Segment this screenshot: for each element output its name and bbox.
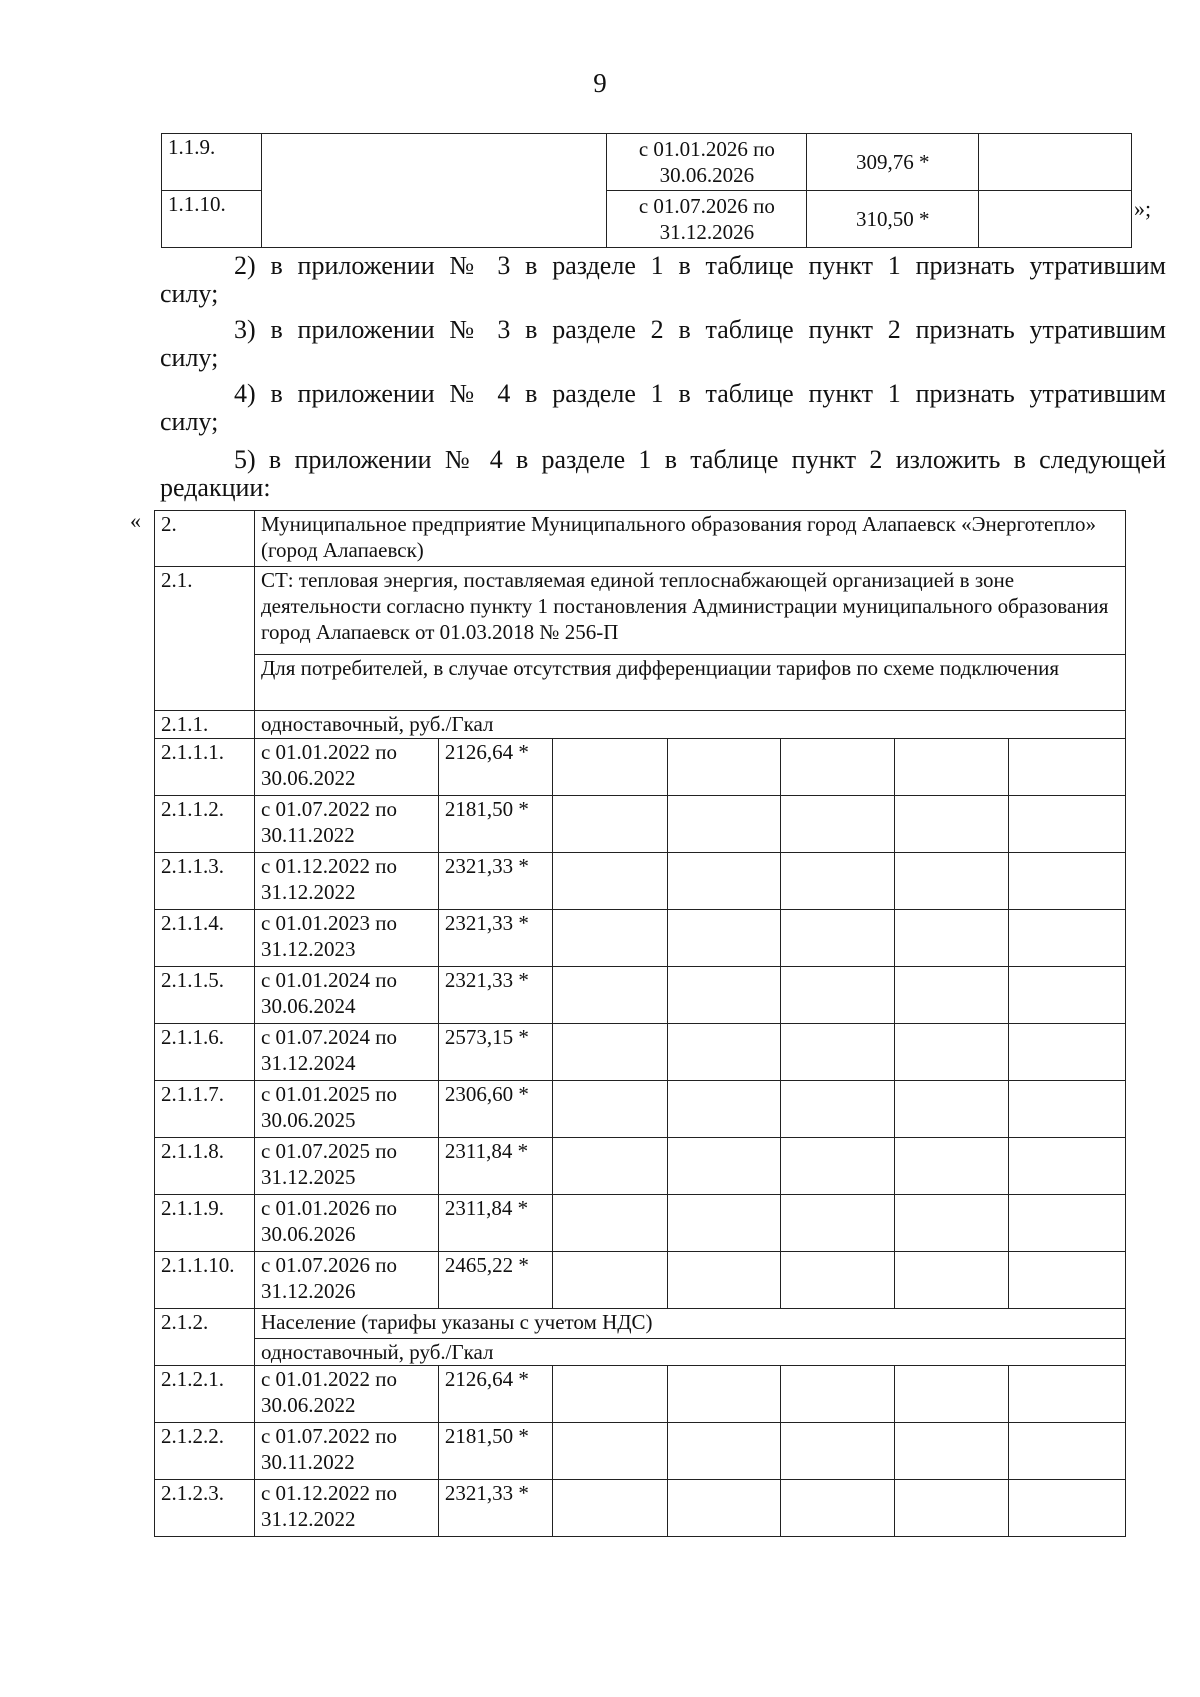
empty-cell xyxy=(552,1366,667,1423)
paragraph-tail: силу; xyxy=(160,343,219,372)
table-row xyxy=(155,1252,1126,1309)
row-number: 2. xyxy=(155,511,255,567)
empty-cell xyxy=(667,796,781,853)
empty-cell xyxy=(552,1081,667,1138)
period-cell: с 01.01.2023 по 31.12.2023 xyxy=(254,910,438,967)
paragraph-2 xyxy=(160,252,1166,308)
period-cell: с 01.07.2026 по 31.12.2026 xyxy=(607,191,807,248)
table-row xyxy=(155,910,1126,967)
empty-cell xyxy=(895,796,1009,853)
empty-cell xyxy=(1009,1024,1126,1081)
consumers-description: Для потребителей, в случае отсутствия дифференциации тарифов по схеме подключения xyxy=(254,655,1125,711)
row-number: 1.1.9. xyxy=(162,134,262,191)
empty-cell xyxy=(781,1252,895,1309)
row-number: 2.1.2.1. xyxy=(155,1366,255,1423)
row-number: 2.1.1.4. xyxy=(155,910,255,967)
value-cell: 2321,33 * xyxy=(438,1480,552,1537)
empty-cell xyxy=(552,967,667,1024)
period-cell: с 01.07.2024 по 31.12.2024 xyxy=(254,1024,438,1081)
empty-cell xyxy=(895,1138,1009,1195)
empty-cell xyxy=(895,1480,1009,1537)
row-number: 2.1.1.5. xyxy=(155,967,255,1024)
paragraph-tail: силу; xyxy=(160,407,219,436)
empty-cell xyxy=(667,1480,781,1537)
table-row xyxy=(155,1195,1126,1252)
paragraph-line: 4) в приложении № 4 в разделе 1 в таблице пункт 1 признать утратившим xyxy=(234,379,1166,408)
row-number: 2.1.1.8. xyxy=(155,1138,255,1195)
empty-cell xyxy=(895,1195,1009,1252)
empty-cell xyxy=(552,1195,667,1252)
closing-quote: »; xyxy=(1134,196,1152,221)
empty-cell xyxy=(667,853,781,910)
empty-cell xyxy=(781,1138,895,1195)
table-row xyxy=(155,711,1126,739)
empty-cell xyxy=(1009,853,1126,910)
tariff-type: одноставочный, руб./Гкал xyxy=(254,1339,1125,1366)
empty-cell xyxy=(552,1480,667,1537)
table-row xyxy=(155,796,1126,853)
table-row xyxy=(155,1024,1126,1081)
row-number: 2.1.1.6. xyxy=(155,1024,255,1081)
row-number: 2.1.1.7. xyxy=(155,1081,255,1138)
row-number: 2.1.2.3. xyxy=(155,1480,255,1537)
period-cell: с 01.12.2022 по 31.12.2022 xyxy=(254,1480,438,1537)
organization-name: Муниципальное предприятие Муниципального образования город Алапаевск «Энерготепло» (город Алапаевск) xyxy=(254,511,1125,567)
empty-cell xyxy=(667,1252,781,1309)
empty-cell xyxy=(552,853,667,910)
paragraph-4 xyxy=(160,380,1166,436)
row-number: 2.1.1.2. xyxy=(155,796,255,853)
empty-cell xyxy=(667,1366,781,1423)
empty-cell xyxy=(1009,1195,1126,1252)
empty-cell xyxy=(895,739,1009,796)
value-cell: 2126,64 * xyxy=(438,739,552,796)
period-cell: с 01.01.2024 по 30.06.2024 xyxy=(254,967,438,1024)
population-note: Население (тарифы указаны с учетом НДС) xyxy=(254,1309,1125,1339)
value-cell: 2321,33 * xyxy=(438,853,552,910)
value-cell: 2321,33 * xyxy=(438,910,552,967)
table-row xyxy=(155,1423,1126,1480)
table-row xyxy=(155,1081,1126,1138)
empty-cell xyxy=(781,1081,895,1138)
section-description: СТ: тепловая энергия, поставляемая единой теплоснабжающей организацией в зоне деятельности согласно пункту 1 постановления Администрации муниципального образования город Алапаевск от 01.03.2018 № 256-П xyxy=(254,567,1125,655)
value-cell: 2126,64 * xyxy=(438,1366,552,1423)
empty-cell xyxy=(552,1423,667,1480)
row-number: 2.1.1.1. xyxy=(155,739,255,796)
empty-cell xyxy=(895,1024,1009,1081)
value-cell: 2306,60 * xyxy=(438,1081,552,1138)
row-number: 2.1.1.3. xyxy=(155,853,255,910)
paragraph-3 xyxy=(160,316,1166,372)
table-row xyxy=(155,1366,1126,1423)
empty-cell xyxy=(1009,967,1126,1024)
period-cell: с 01.01.2026 по 30.06.2026 xyxy=(254,1195,438,1252)
table-row xyxy=(155,1480,1126,1537)
table-row xyxy=(155,853,1126,910)
row-number: 2.1.1. xyxy=(155,711,255,739)
empty-cell xyxy=(1009,796,1126,853)
row-number: 2.1.2.2. xyxy=(155,1423,255,1480)
empty-cell xyxy=(552,910,667,967)
period-cell: с 01.07.2022 по 30.11.2022 xyxy=(254,796,438,853)
empty-cell xyxy=(1009,1366,1126,1423)
empty-cell xyxy=(1009,739,1126,796)
empty-cell xyxy=(1009,1480,1126,1537)
empty-cell xyxy=(781,739,895,796)
row-number: 1.1.10. xyxy=(162,191,262,248)
table-row xyxy=(155,511,1126,567)
empty-cell xyxy=(1009,1081,1126,1138)
period-cell: с 01.07.2022 по 30.11.2022 xyxy=(254,1423,438,1480)
value-cell: 2181,50 * xyxy=(438,1423,552,1480)
period-cell: с 01.01.2022 по 30.06.2022 xyxy=(254,1366,438,1423)
empty-cell xyxy=(781,1366,895,1423)
top-table xyxy=(161,133,1132,248)
empty-cell xyxy=(781,1480,895,1537)
paragraph-tail: силу; xyxy=(160,279,219,308)
empty-cell xyxy=(781,967,895,1024)
empty-cell xyxy=(667,739,781,796)
empty-cell xyxy=(667,1423,781,1480)
paragraph-line: 3) в приложении № 3 в разделе 2 в таблице пункт 2 признать утратившим xyxy=(234,315,1166,344)
table-row xyxy=(155,655,1126,711)
empty-cell xyxy=(895,1252,1009,1309)
empty-cell xyxy=(552,796,667,853)
empty-cell xyxy=(895,1081,1009,1138)
empty-cell xyxy=(552,1024,667,1081)
table-row xyxy=(155,967,1126,1024)
empty-cell xyxy=(895,1366,1009,1423)
empty-cell xyxy=(979,134,1132,191)
empty-cell xyxy=(781,1024,895,1081)
row-number: 2.1. xyxy=(155,567,255,711)
table-row xyxy=(155,1339,1126,1366)
paragraph-line: 2) в приложении № 3 в разделе 1 в таблице пункт 1 признать утратившим xyxy=(234,251,1166,280)
row-number: 2.1.1.10. xyxy=(155,1252,255,1309)
value-cell: 2573,15 * xyxy=(438,1024,552,1081)
table-row xyxy=(155,1309,1126,1339)
paragraph-5 xyxy=(160,446,1166,502)
empty-cell xyxy=(979,191,1132,248)
empty-cell xyxy=(1009,1138,1126,1195)
empty-cell xyxy=(667,1195,781,1252)
page-number: 9 xyxy=(593,68,607,98)
empty-cell xyxy=(895,967,1009,1024)
table-row xyxy=(155,739,1126,796)
empty-cell xyxy=(1009,910,1126,967)
period-cell: с 01.01.2022 по 30.06.2022 xyxy=(254,739,438,796)
empty-cell xyxy=(781,910,895,967)
empty-cell xyxy=(667,1138,781,1195)
empty-cell xyxy=(667,967,781,1024)
empty-cell xyxy=(261,134,607,248)
value-cell: 2465,22 * xyxy=(438,1252,552,1309)
empty-cell xyxy=(552,1138,667,1195)
empty-cell xyxy=(895,1423,1009,1480)
main-table xyxy=(154,510,1126,1537)
empty-cell xyxy=(781,1195,895,1252)
empty-cell xyxy=(667,1081,781,1138)
empty-cell xyxy=(781,853,895,910)
table-row xyxy=(155,1138,1126,1195)
empty-cell xyxy=(552,739,667,796)
empty-cell xyxy=(781,796,895,853)
opening-quote: « xyxy=(130,508,141,533)
value-cell: 2311,84 * xyxy=(438,1138,552,1195)
value-cell: 309,76 * xyxy=(807,134,979,191)
empty-cell xyxy=(667,910,781,967)
value-cell: 310,50 * xyxy=(807,191,979,248)
table-row xyxy=(155,567,1126,655)
period-cell: с 01.07.2026 по 31.12.2026 xyxy=(254,1252,438,1309)
value-cell: 2321,33 * xyxy=(438,967,552,1024)
period-cell: с 01.01.2025 по 30.06.2025 xyxy=(254,1081,438,1138)
period-cell: с 01.07.2025 по 31.12.2025 xyxy=(254,1138,438,1195)
paragraph-tail: редакции: xyxy=(160,473,271,502)
value-cell: 2181,50 * xyxy=(438,796,552,853)
empty-cell xyxy=(781,1423,895,1480)
empty-cell xyxy=(1009,1423,1126,1480)
paragraph-line: 5) в приложении № 4 в разделе 1 в таблице пункт 2 изложить в следующей xyxy=(234,445,1166,474)
row-number: 2.1.1.9. xyxy=(155,1195,255,1252)
empty-cell xyxy=(895,853,1009,910)
empty-cell xyxy=(667,1024,781,1081)
tariff-type: одноставочный, руб./Гкал xyxy=(254,711,1125,739)
empty-cell xyxy=(895,910,1009,967)
value-cell: 2311,84 * xyxy=(438,1195,552,1252)
row-number: 2.1.2. xyxy=(155,1309,255,1366)
table-row xyxy=(162,134,1132,191)
period-cell: с 01.01.2026 по 30.06.2026 xyxy=(607,134,807,191)
period-cell: с 01.12.2022 по 31.12.2022 xyxy=(254,853,438,910)
empty-cell xyxy=(552,1252,667,1309)
empty-cell xyxy=(1009,1252,1126,1309)
